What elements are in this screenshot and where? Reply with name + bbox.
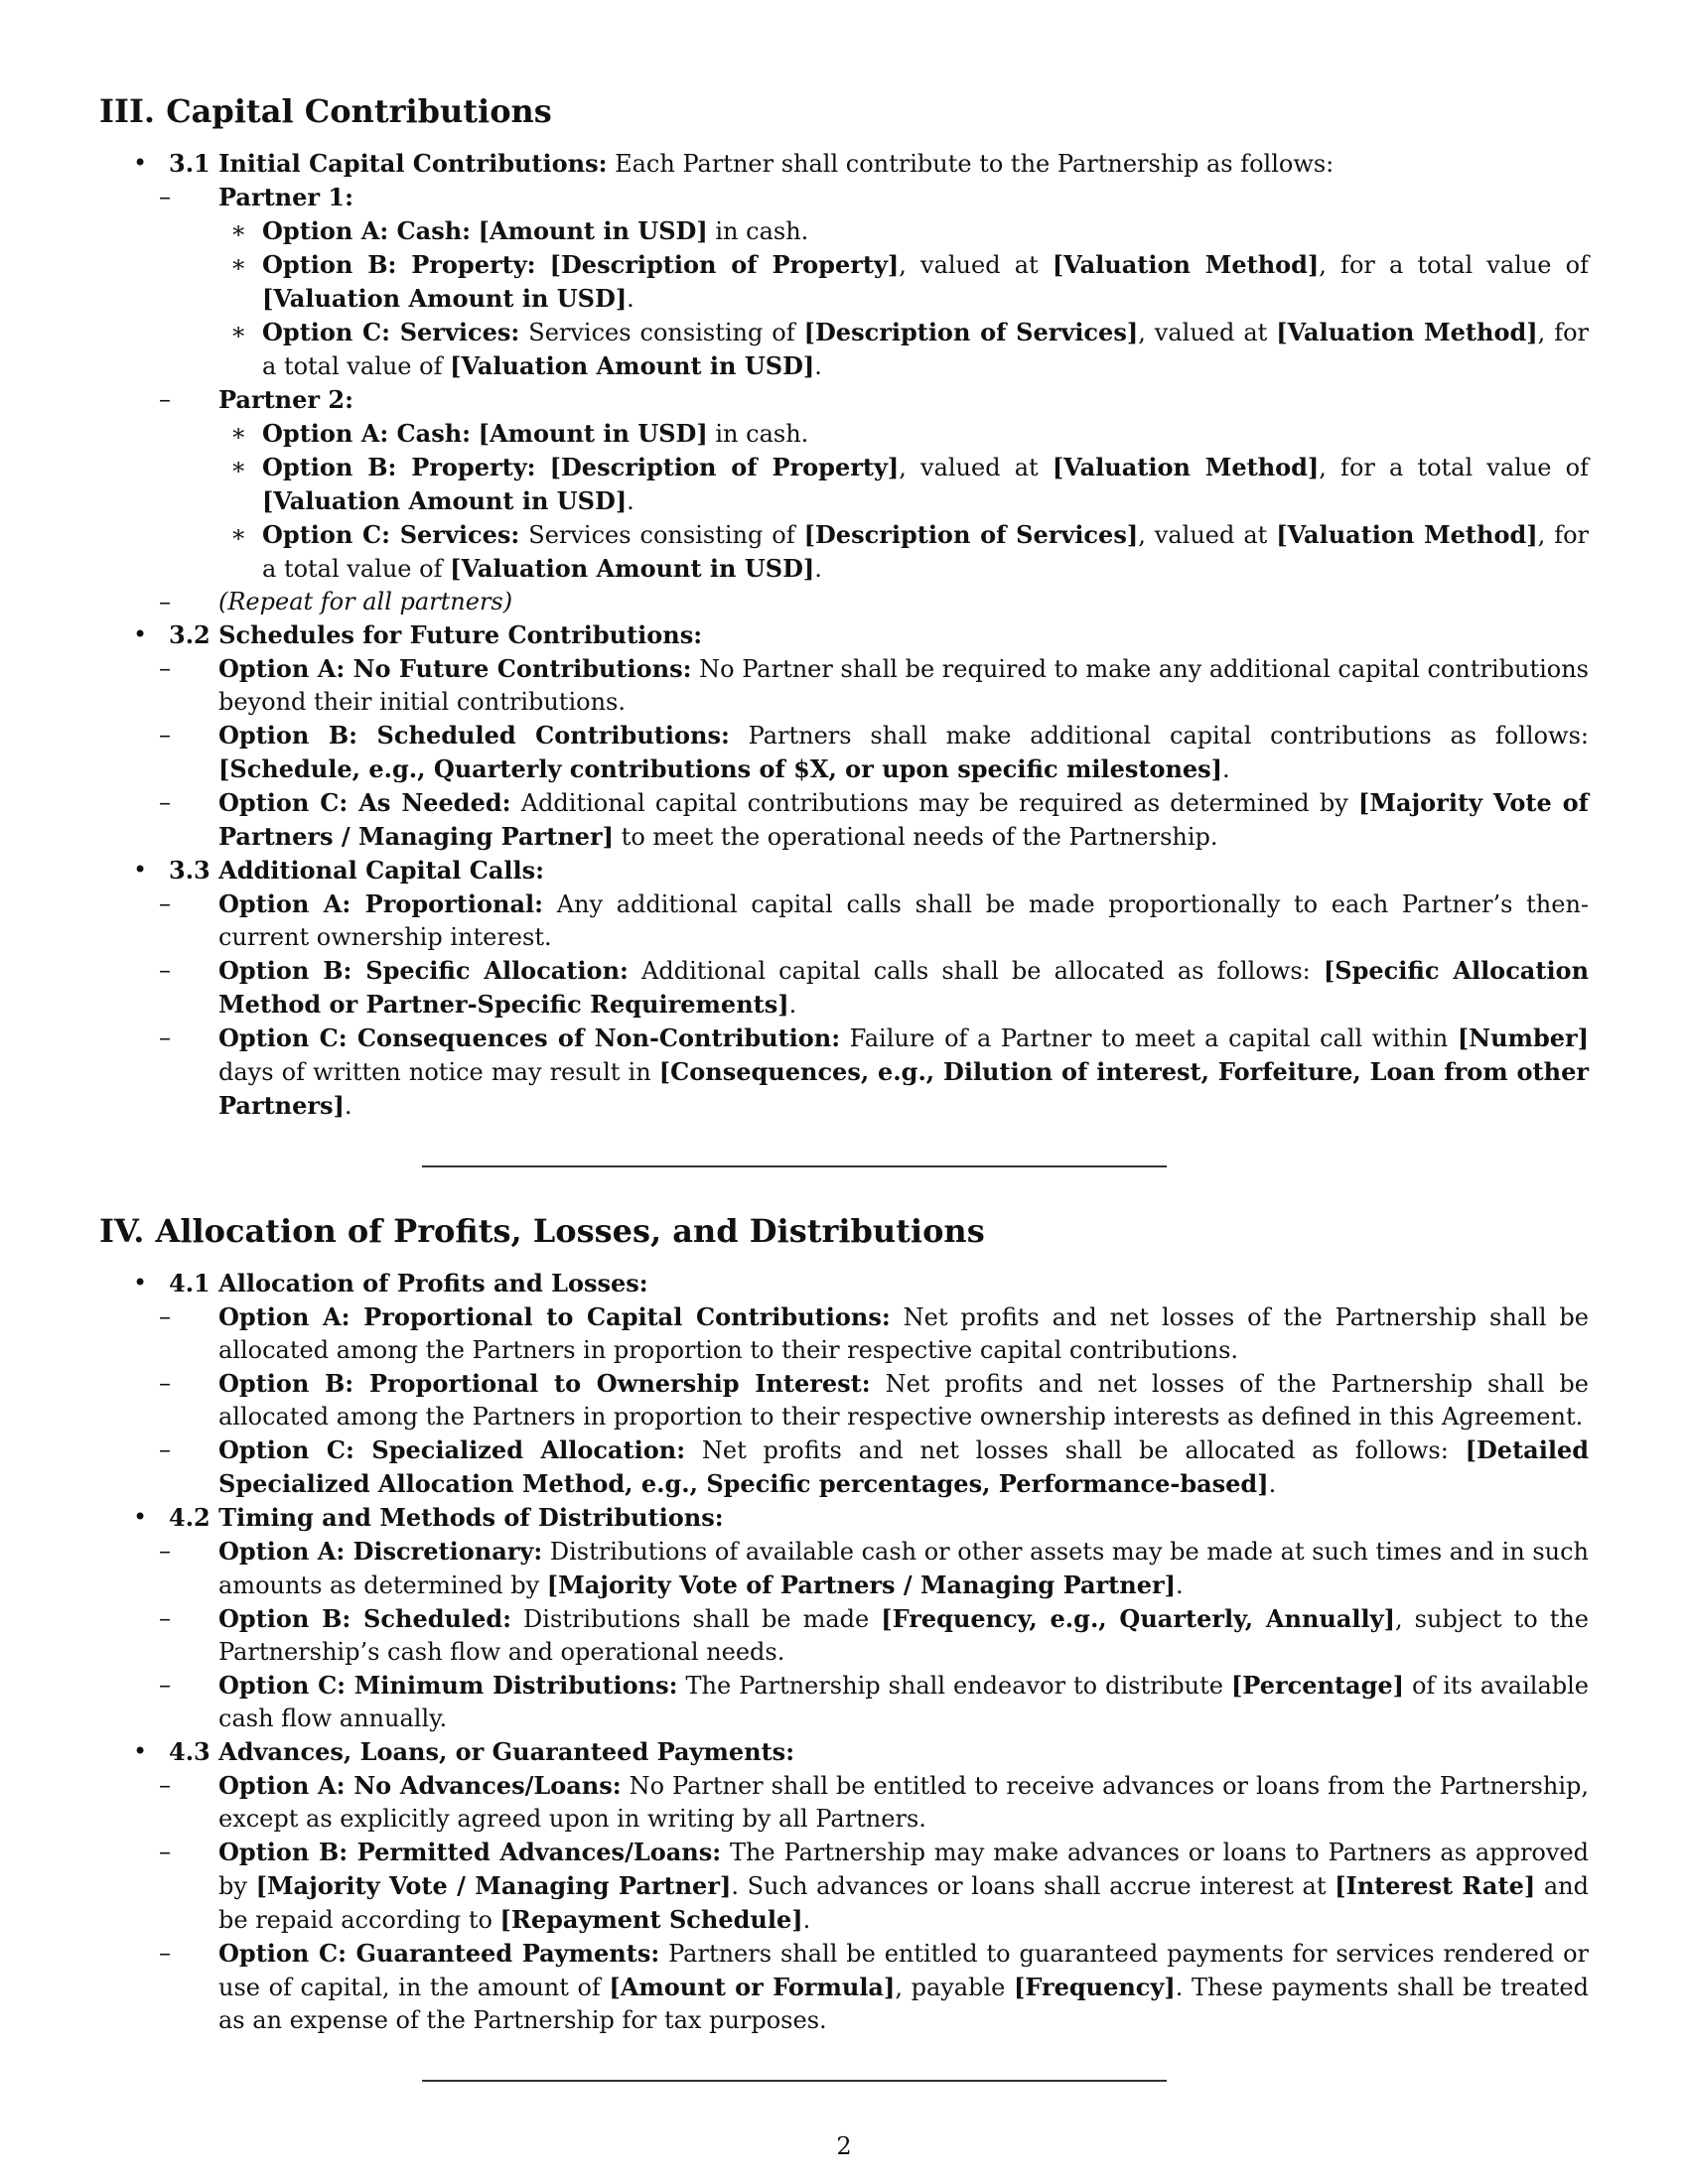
option-label: Option A: Cash: [262, 419, 472, 448]
option-text: Additional capital contributions may be required as determined by [510, 789, 1359, 817]
option-text: Distributions shall be made [510, 1605, 882, 1633]
clause-label: 4.2 Timing and Methods of Distributions: [169, 1503, 724, 1532]
clause-3-3 [99, 854, 1589, 1123]
clause-4-1-options [159, 1300, 1589, 1501]
clause-4-2 [99, 1501, 1589, 1735]
placeholder: [Majority Vote / Managing Partner] [255, 1871, 732, 1900]
option-c [159, 786, 1589, 854]
placeholder: [Valuation Amount in USD] [262, 486, 628, 515]
placeholder: [Consequences, e.g., Dilution of interest, Forfeiture, Loan from other Partners] [218, 1057, 1589, 1120]
option-text: , valued at [899, 251, 1053, 279]
placeholder: [Description of Property] [549, 250, 900, 279]
partner-label: Partner 1: [218, 183, 353, 211]
option-label: Option B: Scheduled Contributions: [218, 721, 730, 750]
option-label: Option C: Guaranteed Payments: [218, 1939, 660, 1968]
option-c [159, 1022, 1589, 1123]
placeholder: [Majority Vote of Partners / Managing Partner] [546, 1570, 1176, 1599]
option-c [159, 1433, 1589, 1501]
option-text: and be repaid according to [218, 1872, 1589, 1934]
option-text: to meet the operational needs of the Partnership. [614, 823, 1218, 851]
option-b [159, 719, 1589, 786]
option-text: Services consisting of [519, 521, 804, 549]
clause-label: 3.2 Schedules for Future Contributions: [169, 620, 703, 649]
section-divider [422, 1165, 1167, 1167]
option-label: Option C: As Needed: [218, 788, 511, 817]
option-text: of its available cash flow annually. [218, 1672, 1590, 1732]
option-text: Any additional capital calls shall be made proportionally to each Partner’s then-current ownership interest. [218, 890, 1590, 951]
option-text: in cash. [707, 420, 809, 448]
option-text: Partners shall make additional capital contributions as follows: [729, 722, 1589, 750]
option-label: Option B: Permitted Advances/Loans: [218, 1838, 722, 1866]
clause-label: 4.3 Advances, Loans, or Guaranteed Payments: [169, 1737, 795, 1766]
placeholder: [Valuation Method] [1276, 520, 1538, 549]
option-label: Option A: No Future Contributions: [218, 654, 692, 683]
placeholder: [Description of Property] [549, 453, 900, 481]
option-label: Option A: Proportional to Capital Contributions: [218, 1302, 891, 1331]
option-text: Distributions of available cash or other assets may be made at such times and in such amounts as determined by [218, 1538, 1590, 1599]
option-text: Failure of a Partner to meet a capital call within [840, 1024, 1458, 1052]
option-b [159, 1836, 1589, 1937]
option-text: Net profits and net losses of the Partnership shall be allocated among the Partners in proportion to their respective capital contributions. [218, 1303, 1589, 1364]
placeholder: [Description of Services] [803, 318, 1139, 346]
clause-text: Each Partner shall contribute to the Partnership as follows: [607, 150, 1335, 178]
option-text: , payable [895, 1974, 1014, 2001]
page-number: 2 [836, 2132, 852, 2160]
partner-label: Partner 2: [218, 385, 353, 414]
option-text: . [1268, 1470, 1277, 1498]
option-label: Option C: Specialized Allocation: [218, 1435, 686, 1464]
option-cash [211, 214, 1589, 248]
option-text: . [1222, 755, 1230, 783]
option-text: days of written notice may result in [218, 1058, 659, 1086]
placeholder: [Frequency, e.g., Quarterly, Annually] [881, 1604, 1395, 1633]
clause-3-3-options [159, 887, 1589, 1123]
clause-3-1 [99, 147, 1589, 618]
partner-list [159, 181, 1589, 618]
option-c [159, 1937, 1589, 2037]
option-label: Option A: Cash: [262, 216, 472, 245]
option-text: The Partnership may make advances or loans to Partners as approved by [218, 1839, 1590, 1900]
option-text: Services consisting of [519, 319, 804, 346]
placeholder: [Valuation Method] [1276, 318, 1538, 346]
section-4-list [99, 1267, 1589, 2037]
clause-4-3-options [159, 1769, 1589, 2037]
placeholder: [Description of Services] [803, 520, 1139, 549]
section-3-list [99, 147, 1589, 1123]
option-text: , for a total value of [262, 319, 1589, 380]
option-c [159, 1669, 1589, 1735]
option-label: Option B: Property: [262, 250, 536, 279]
clause-3-2-options [159, 652, 1589, 854]
option-label: Option C: Minimum Distributions: [218, 1671, 678, 1700]
placeholder: [Amount in USD] [478, 419, 708, 448]
option-text: . [802, 1906, 811, 1934]
option-text: . [1175, 1571, 1184, 1599]
partner-1-options [211, 214, 1589, 383]
placeholder: [Majority Vote of Partners / Managing Partner] [218, 788, 1590, 851]
placeholder: [Number] [1457, 1024, 1589, 1052]
option-b [159, 1367, 1589, 1433]
clause-label: 3.3 Additional Capital Calls: [169, 856, 545, 885]
option-label: Option C: Services: [262, 520, 520, 549]
option-property [211, 248, 1589, 316]
option-property [211, 451, 1589, 518]
placeholder: [Valuation Method] [1052, 453, 1320, 481]
placeholder: [Schedule, e.g., Quarterly contributions of $X, or upon specific milestones] [218, 754, 1223, 783]
option-text: No Partner shall be entitled to receive advances or loans from the Partnership, except as explicitly agreed upon in writing by all Partners. [218, 1772, 1590, 1833]
section-3-heading: III. Capital Contributions [99, 92, 552, 130]
option-label: Option A: Proportional: [218, 889, 543, 918]
clause-3-2 [99, 618, 1589, 854]
option-text: Partners shall be entitled to guaranteed payments for services rendered or use of capital, in the amount of [218, 1940, 1590, 2001]
option-text: No Partner shall be required to make any additional capital contributions beyond their initial contributions. [218, 655, 1589, 716]
placeholder: [Repayment Schedule] [499, 1905, 803, 1934]
option-label: Option A: No Advances/Loans: [218, 1771, 622, 1800]
option-text: . [627, 487, 634, 515]
option-text: , for a total value of [1319, 454, 1589, 481]
option-label: Option A: Discretionary: [218, 1537, 543, 1566]
placeholder: [Detailed Specialized Allocation Method, e.g., Specific percentages, Performance-based] [218, 1435, 1589, 1498]
option-cash [211, 417, 1589, 451]
option-services [211, 518, 1589, 586]
option-a [159, 1535, 1589, 1602]
clause-label: 3.1 Initial Capital Contributions: [169, 149, 608, 178]
option-text: Additional capital calls shall be allocated as follows: [628, 957, 1324, 985]
repeat-note-text: (Repeat for all partners) [218, 588, 513, 615]
placeholder: [Valuation Amount in USD] [450, 554, 815, 583]
option-label: Option B: Proportional to Ownership Interest: [218, 1369, 871, 1398]
document-body [99, 91, 1589, 2125]
repeat-note [159, 586, 1589, 618]
option-text: Net profits and net losses shall be allocated as follows: [685, 1436, 1466, 1464]
section-4-heading: IV. Allocation of Profits, Losses, and Distributions [99, 1212, 985, 1250]
partner-2 [159, 383, 1589, 586]
option-text: . [814, 352, 822, 380]
option-a [159, 887, 1589, 954]
option-text: , valued at [1138, 319, 1277, 346]
option-text: The Partnership shall endeavor to distribute [677, 1672, 1231, 1700]
option-text: Net profits and net losses of the Partnership shall be allocated among the Partners in proportion to their respective ownership interests as defined in this Agreement. [218, 1370, 1590, 1431]
option-text: , subject to the Partnership’s cash flow and operational needs. [218, 1605, 1590, 1666]
option-text: . [344, 1092, 352, 1120]
option-label: Option C: Services: [262, 318, 520, 346]
option-text: , valued at [1138, 521, 1277, 549]
option-b [159, 954, 1589, 1022]
option-a [159, 652, 1589, 719]
placeholder: [Percentage] [1230, 1671, 1404, 1700]
placeholder: [Interest Rate] [1335, 1871, 1536, 1900]
option-a [159, 1300, 1589, 1367]
placeholder: [Valuation Amount in USD] [450, 351, 815, 380]
option-text: . Such advances or loans shall accrue interest at [731, 1872, 1336, 1900]
option-text: . [788, 991, 797, 1019]
partner-2-options [211, 417, 1589, 586]
option-b [159, 1602, 1589, 1669]
option-label: Option C: Consequences of Non-Contribution: [218, 1024, 841, 1052]
placeholder: [Valuation Amount in USD] [262, 284, 628, 313]
clause-4-1 [99, 1267, 1589, 1501]
clause-label: 4.1 Allocation of Profits and Losses: [169, 1269, 648, 1297]
option-label: Option B: Specific Allocation: [218, 956, 629, 985]
option-text: . [814, 555, 822, 583]
option-text: in cash. [707, 217, 809, 245]
partner-1 [159, 181, 1589, 383]
placeholder: [Amount in USD] [478, 216, 708, 245]
placeholder: [Frequency] [1013, 1973, 1176, 2001]
section-divider [422, 2080, 1167, 2082]
option-label: Option B: Property: [262, 453, 536, 481]
clause-4-3 [99, 1735, 1589, 2037]
option-services [211, 316, 1589, 383]
option-label: Option B: Scheduled: [218, 1604, 511, 1633]
clause-4-2-options [159, 1535, 1589, 1735]
option-text: , for a total value of [262, 521, 1589, 583]
option-text: . These payments shall be treated as an expense of the Partnership for tax purposes. [218, 1974, 1589, 2034]
placeholder: [Amount or Formula] [609, 1973, 896, 2001]
placeholder: [Specific Allocation Method or Partner-Specific Requirements] [218, 956, 1590, 1019]
option-text: , valued at [899, 454, 1053, 481]
option-a [159, 1769, 1589, 1836]
option-text: . [627, 285, 634, 313]
placeholder: [Valuation Method] [1052, 250, 1320, 279]
option-text: , for a total value of [1319, 251, 1589, 279]
